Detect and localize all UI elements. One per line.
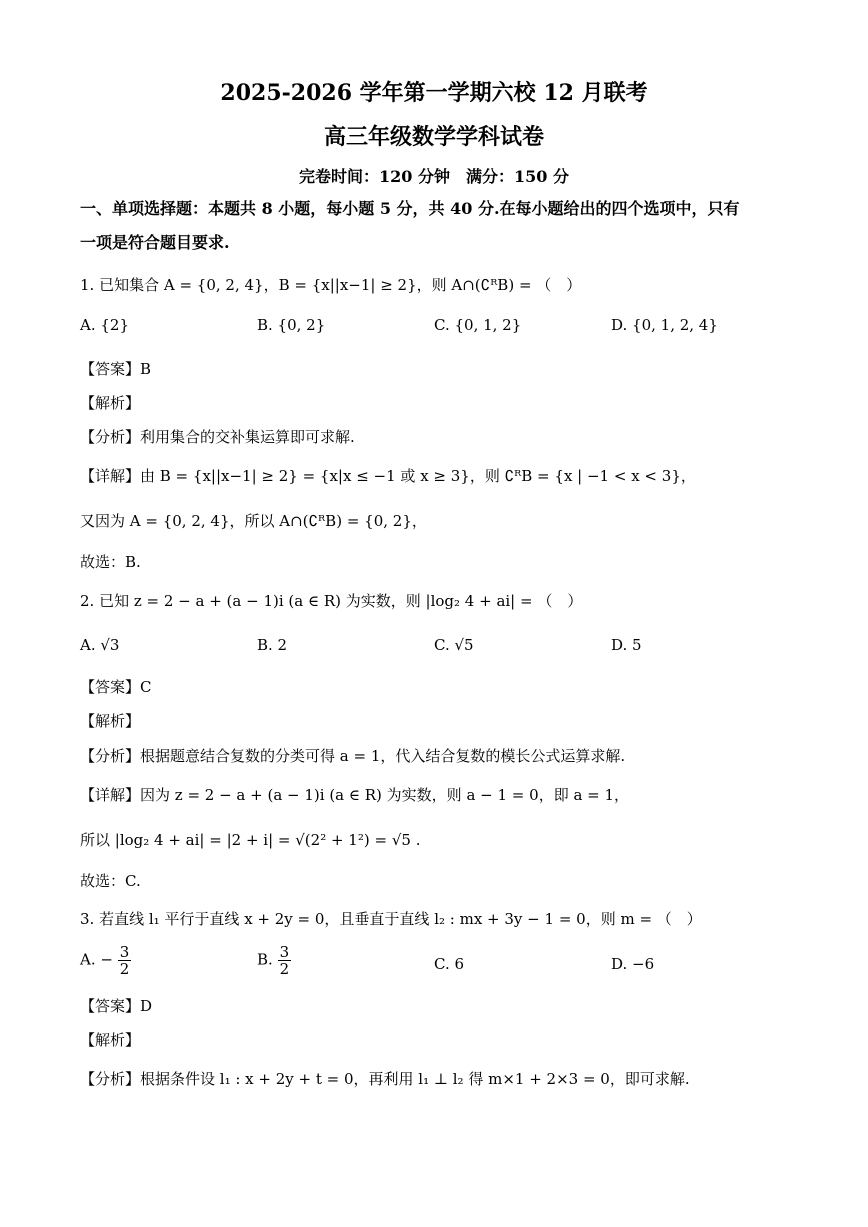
q1-option-c: C. {0, 1, 2} (434, 316, 522, 334)
q1-option-b: B. {0, 2} (257, 316, 326, 334)
q3-option-b-fraction (278, 944, 292, 977)
q3-option-a-fraction (118, 944, 132, 977)
q1-answer: 【答案】B (80, 360, 152, 378)
q2-choose: 故选：C. (80, 872, 141, 890)
q3-option-a-prefix: A. − (80, 950, 113, 969)
q2-option-a: A. √3 (80, 636, 120, 654)
q1-stem: 1. 已知集合 A = {0, 2, 4}，B = {x||x−1| ≥ 2}，则 A∩(∁ᴿB) = （ ） (80, 276, 582, 294)
q3-option-a-numerator: 3 (119, 943, 130, 961)
q3-option-c: C. 6 (434, 955, 465, 973)
q3-option-a (80, 944, 131, 977)
q3-option-b-denominator: 2 (279, 960, 290, 978)
q3-analysis-label: 【解析】 (80, 1031, 141, 1049)
q3-option-b (257, 944, 291, 977)
q1-detail-1: 【详解】由 B = {x||x−1| ≥ 2} = {x|x ≤ −1 或 x ≥ 3}，则 ∁ᴿB = {x | −1 < x < 3}， (80, 467, 696, 485)
q3-option-a-denominator: 2 (119, 960, 130, 978)
exam-subtitle: 高三年级数学学科试卷 (323, 124, 544, 150)
q2-detail-1: 【详解】因为 z = 2 − a + (a − 1)i (a ∈ R) 为实数，则 a − 1 = 0，即 a = 1， (80, 786, 630, 804)
q2-option-b: B. 2 (257, 636, 288, 654)
q1-analysis-label: 【解析】 (80, 394, 141, 412)
q2-option-d: D. 5 (611, 636, 642, 654)
q1-fenxi: 【分析】利用集合的交补集运算即可求解. (80, 428, 355, 446)
section-heading-line1: 一、单项选择题：本题共 8 小题，每小题 5 分，共 40 分.在每小题给出的四个选项中，只有 (80, 199, 740, 218)
q2-fenxi: 【分析】根据题意结合复数的分类可得 a = 1，代入结合复数的模长公式运算求解. (80, 747, 626, 765)
q1-option-d: D. {0, 1, 2, 4} (611, 316, 718, 334)
q2-stem: 2. 已知 z = 2 − a + (a − 1)i (a ∈ R) 为实数，则 |log₂ 4 + ai| = （ ） (80, 592, 583, 610)
section-heading-line2: 一项是符合题目要求. (80, 233, 230, 252)
q2-option-c: C. √5 (434, 636, 474, 654)
q3-answer: 【答案】D (80, 997, 153, 1015)
q3-fenxi: 【分析】根据条件设 l₁ : x + 2y + t = 0，再利用 l₁ ⊥ l₂ 得 m×1 + 2×3 = 0，即可求解. (80, 1070, 690, 1088)
q3-option-b-numerator: 3 (279, 943, 290, 961)
q2-detail-2: 所以 |log₂ 4 + ai| = |2 + i| = √(2² + 1²) = √5 . (80, 831, 421, 849)
q3-stem: 3. 若直线 l₁ 平行于直线 x + 2y = 0，且垂直于直线 l₂ : mx + 3y − 1 = 0，则 m = （ ） (80, 910, 702, 928)
q1-choose: 故选：B. (80, 553, 141, 571)
q1-detail-2: 又因为 A = {0, 2, 4}，所以 A∩(∁ᴿB) = {0, 2}， (80, 512, 427, 530)
exam-time-info: 完卷时间：120 分钟 满分：150 分 (299, 167, 569, 186)
q3-option-d: D. −6 (611, 955, 655, 973)
q3-option-b-prefix: B. (257, 950, 273, 969)
q2-analysis-label: 【解析】 (80, 712, 141, 730)
q2-answer: 【答案】C (80, 678, 152, 696)
exam-title: 2025-2026 学年第一学期六校 12 月联考 (220, 80, 648, 106)
q1-option-a: A. {2} (80, 316, 129, 334)
